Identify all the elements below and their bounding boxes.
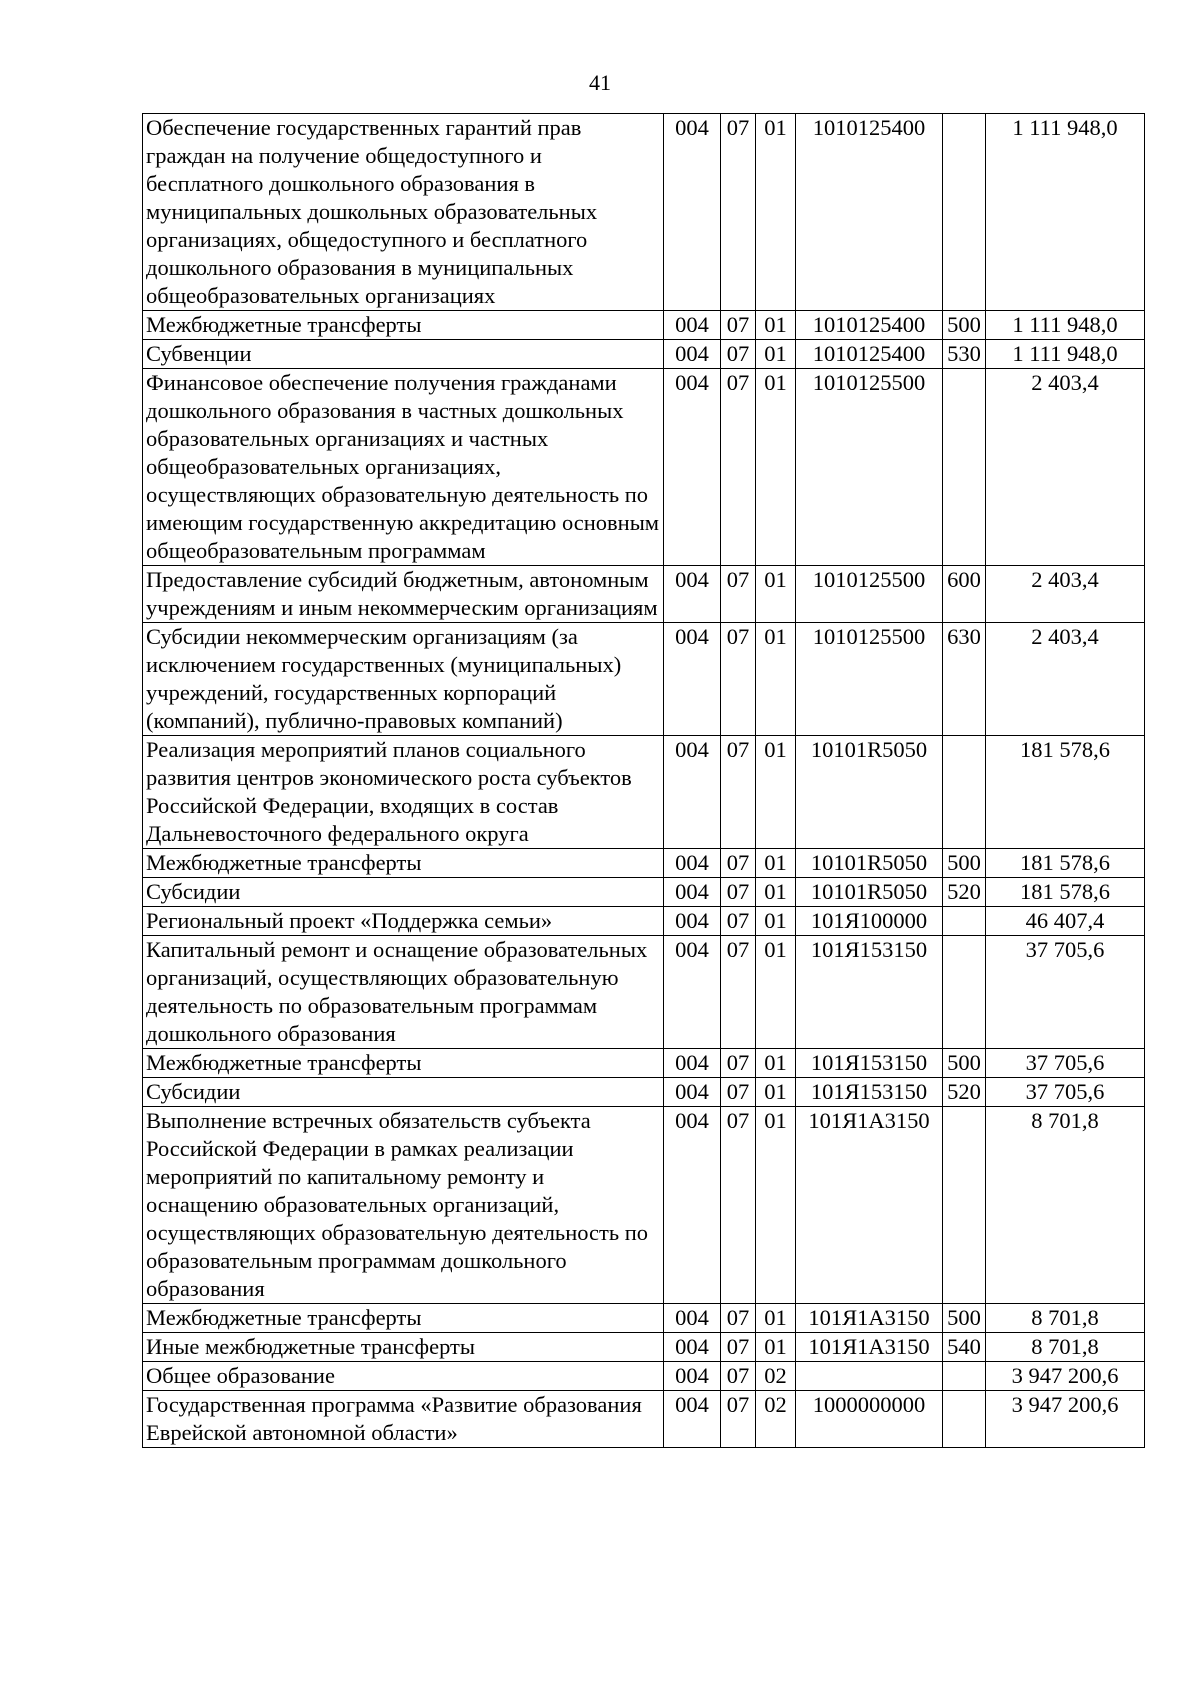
expense-type-cell: 500 (943, 849, 986, 878)
row-name-cell: Обеспечение государственных гарантий прав граждан на получение общедоступного и бесплатного дошкольного образования в муниципальных дошкольных образовательных организациях, общедоступного и бесплатного дошкольного образования в муниципальных общеобразовательных организациях (143, 114, 664, 311)
subsection-code-cell: 01 (756, 369, 796, 566)
amount-cell: 37 705,6 (986, 1049, 1145, 1078)
row-name-cell: Государственная программа «Развитие образования Еврейской автономной области» (143, 1391, 664, 1448)
ved-code-cell: 004 (664, 1362, 721, 1391)
target-article-cell: 1010125400 (796, 340, 943, 369)
ved-code-cell: 004 (664, 311, 721, 340)
ved-code-cell: 004 (664, 1049, 721, 1078)
expense-type-cell (943, 1362, 986, 1391)
amount-cell: 37 705,6 (986, 936, 1145, 1049)
section-code-cell: 07 (721, 566, 756, 623)
amount-cell: 1 111 948,0 (986, 340, 1145, 369)
row-name-cell: Иные межбюджетные трансферты (143, 1333, 664, 1362)
expense-type-cell (943, 907, 986, 936)
target-article-cell: 1010125500 (796, 369, 943, 566)
section-code-cell: 07 (721, 1362, 756, 1391)
table-row (143, 1107, 1145, 1304)
expense-type-cell: 600 (943, 566, 986, 623)
amount-cell: 8 701,8 (986, 1107, 1145, 1304)
expense-type-cell: 520 (943, 1078, 986, 1107)
target-article-cell: 101Я153150 (796, 1049, 943, 1078)
target-article-cell: 10101R5050 (796, 736, 943, 849)
target-article-cell: 101Я1А3150 (796, 1333, 943, 1362)
ved-code-cell: 004 (664, 849, 721, 878)
table-row (143, 311, 1145, 340)
budget-table (142, 113, 1145, 1448)
subsection-code-cell: 01 (756, 907, 796, 936)
table-row (143, 1362, 1145, 1391)
expense-type-cell: 630 (943, 623, 986, 736)
table-row (143, 623, 1145, 736)
expense-type-cell (943, 936, 986, 1049)
table-row (143, 1333, 1145, 1362)
subsection-code-cell: 01 (756, 878, 796, 907)
amount-cell: 181 578,6 (986, 849, 1145, 878)
amount-cell: 2 403,4 (986, 623, 1145, 736)
section-code-cell: 07 (721, 1333, 756, 1362)
subsection-code-cell: 01 (756, 1049, 796, 1078)
target-article-cell: 10101R5050 (796, 849, 943, 878)
section-code-cell: 07 (721, 936, 756, 1049)
subsection-code-cell: 01 (756, 623, 796, 736)
ved-code-cell: 004 (664, 1333, 721, 1362)
amount-cell: 8 701,8 (986, 1333, 1145, 1362)
section-code-cell: 07 (721, 878, 756, 907)
ved-code-cell: 004 (664, 114, 721, 311)
row-name-cell: Общее образование (143, 1362, 664, 1391)
subsection-code-cell: 01 (756, 114, 796, 311)
row-name-cell: Субсидии (143, 1078, 664, 1107)
section-code-cell: 07 (721, 736, 756, 849)
section-code-cell: 07 (721, 1391, 756, 1448)
section-code-cell: 07 (721, 849, 756, 878)
table-row (143, 566, 1145, 623)
table-row (143, 736, 1145, 849)
section-code-cell: 07 (721, 114, 756, 311)
target-article-cell: 101Я1А3150 (796, 1107, 943, 1304)
row-name-cell: Субсидии некоммерческим организациям (за исключением государственных (муниципальных) учреждений, государственных корпораций (компаний), публично-правовых компаний) (143, 623, 664, 736)
amount-cell: 1 111 948,0 (986, 311, 1145, 340)
ved-code-cell: 004 (664, 1107, 721, 1304)
section-code-cell: 07 (721, 369, 756, 566)
row-name-cell: Предоставление субсидий бюджетным, автономным учреждениям и иным некоммерческим организациям (143, 566, 664, 623)
subsection-code-cell: 01 (756, 936, 796, 1049)
row-name-cell: Межбюджетные трансферты (143, 1049, 664, 1078)
ved-code-cell: 004 (664, 1391, 721, 1448)
expense-type-cell (943, 114, 986, 311)
ved-code-cell: 004 (664, 907, 721, 936)
ved-code-cell: 004 (664, 936, 721, 1049)
target-article-cell: 1010125500 (796, 566, 943, 623)
row-name-cell: Субсидии (143, 878, 664, 907)
amount-cell: 181 578,6 (986, 878, 1145, 907)
ved-code-cell: 004 (664, 369, 721, 566)
target-article-cell: 1010125400 (796, 311, 943, 340)
target-article-cell: 101Я153150 (796, 1078, 943, 1107)
row-name-cell: Финансовое обеспечение получения гражданами дошкольного образования в частных дошкольных образовательных организациях и частных общеобразовательных организациях, осуществляющих образовательную деятельность по имеющим государственную аккредитацию основным общеобразовательным программам (143, 369, 664, 566)
row-name-cell: Капитальный ремонт и оснащение образовательных организаций, осуществляющих образовательную деятельность по образовательным программам дошкольного образования (143, 936, 664, 1049)
expense-type-cell: 540 (943, 1333, 986, 1362)
table-row (143, 878, 1145, 907)
page-number: 41 (589, 70, 611, 95)
ved-code-cell: 004 (664, 623, 721, 736)
budget-table-body (143, 114, 1145, 1448)
target-article-cell: 101Я100000 (796, 907, 943, 936)
table-row (143, 849, 1145, 878)
target-article-cell: 1000000000 (796, 1391, 943, 1448)
subsection-code-cell: 01 (756, 311, 796, 340)
target-article-cell: 101Я153150 (796, 936, 943, 1049)
subsection-code-cell: 01 (756, 1107, 796, 1304)
subsection-code-cell: 01 (756, 849, 796, 878)
expense-type-cell (943, 1107, 986, 1304)
table-row (143, 1049, 1145, 1078)
table-row (143, 936, 1145, 1049)
expense-type-cell: 500 (943, 311, 986, 340)
expense-type-cell (943, 736, 986, 849)
ved-code-cell: 004 (664, 566, 721, 623)
table-row (143, 1391, 1145, 1448)
ved-code-cell: 004 (664, 736, 721, 849)
amount-cell: 37 705,6 (986, 1078, 1145, 1107)
subsection-code-cell: 01 (756, 340, 796, 369)
section-code-cell: 07 (721, 907, 756, 936)
section-code-cell: 07 (721, 311, 756, 340)
amount-cell: 2 403,4 (986, 369, 1145, 566)
amount-cell: 3 947 200,6 (986, 1391, 1145, 1448)
ved-code-cell: 004 (664, 1078, 721, 1107)
target-article-cell (796, 1362, 943, 1391)
table-row (143, 369, 1145, 566)
subsection-code-cell: 01 (756, 736, 796, 849)
table-row (143, 340, 1145, 369)
expense-type-cell (943, 1391, 986, 1448)
table-row (143, 114, 1145, 311)
section-code-cell: 07 (721, 340, 756, 369)
amount-cell: 181 578,6 (986, 736, 1145, 849)
target-article-cell: 10101R5050 (796, 878, 943, 907)
row-name-cell: Региональный проект «Поддержка семьи» (143, 907, 664, 936)
section-code-cell: 07 (721, 623, 756, 736)
expense-type-cell (943, 369, 986, 566)
amount-cell: 46 407,4 (986, 907, 1145, 936)
ved-code-cell: 004 (664, 340, 721, 369)
row-name-cell: Реализация мероприятий планов социального развития центров экономического роста субъектов Российской Федерации, входящих в состав Дальневосточного федерального округа (143, 736, 664, 849)
expense-type-cell: 500 (943, 1304, 986, 1333)
table-row (143, 1304, 1145, 1333)
expense-type-cell: 520 (943, 878, 986, 907)
section-code-cell: 07 (721, 1049, 756, 1078)
amount-cell: 3 947 200,6 (986, 1362, 1145, 1391)
target-article-cell: 1010125500 (796, 623, 943, 736)
subsection-code-cell: 01 (756, 1333, 796, 1362)
ved-code-cell: 004 (664, 878, 721, 907)
row-name-cell: Субвенции (143, 340, 664, 369)
subsection-code-cell: 02 (756, 1362, 796, 1391)
target-article-cell: 1010125400 (796, 114, 943, 311)
subsection-code-cell: 01 (756, 1078, 796, 1107)
row-name-cell: Межбюджетные трансферты (143, 1304, 664, 1333)
section-code-cell: 07 (721, 1107, 756, 1304)
expense-type-cell: 500 (943, 1049, 986, 1078)
amount-cell: 2 403,4 (986, 566, 1145, 623)
section-code-cell: 07 (721, 1304, 756, 1333)
target-article-cell: 101Я1А3150 (796, 1304, 943, 1333)
subsection-code-cell: 02 (756, 1391, 796, 1448)
ved-code-cell: 004 (664, 1304, 721, 1333)
amount-cell: 1 111 948,0 (986, 114, 1145, 311)
row-name-cell: Межбюджетные трансферты (143, 311, 664, 340)
row-name-cell: Выполнение встречных обязательств субъекта Российской Федерации в рамках реализации мероприятий по капитальному ремонту и оснащению образовательных организаций, осуществляющих образовательную деятельность по образовательным программам дошкольного образования (143, 1107, 664, 1304)
subsection-code-cell: 01 (756, 566, 796, 623)
row-name-cell: Межбюджетные трансферты (143, 849, 664, 878)
table-row (143, 907, 1145, 936)
amount-cell: 8 701,8 (986, 1304, 1145, 1333)
section-code-cell: 07 (721, 1078, 756, 1107)
table-row (143, 1078, 1145, 1107)
expense-type-cell: 530 (943, 340, 986, 369)
subsection-code-cell: 01 (756, 1304, 796, 1333)
